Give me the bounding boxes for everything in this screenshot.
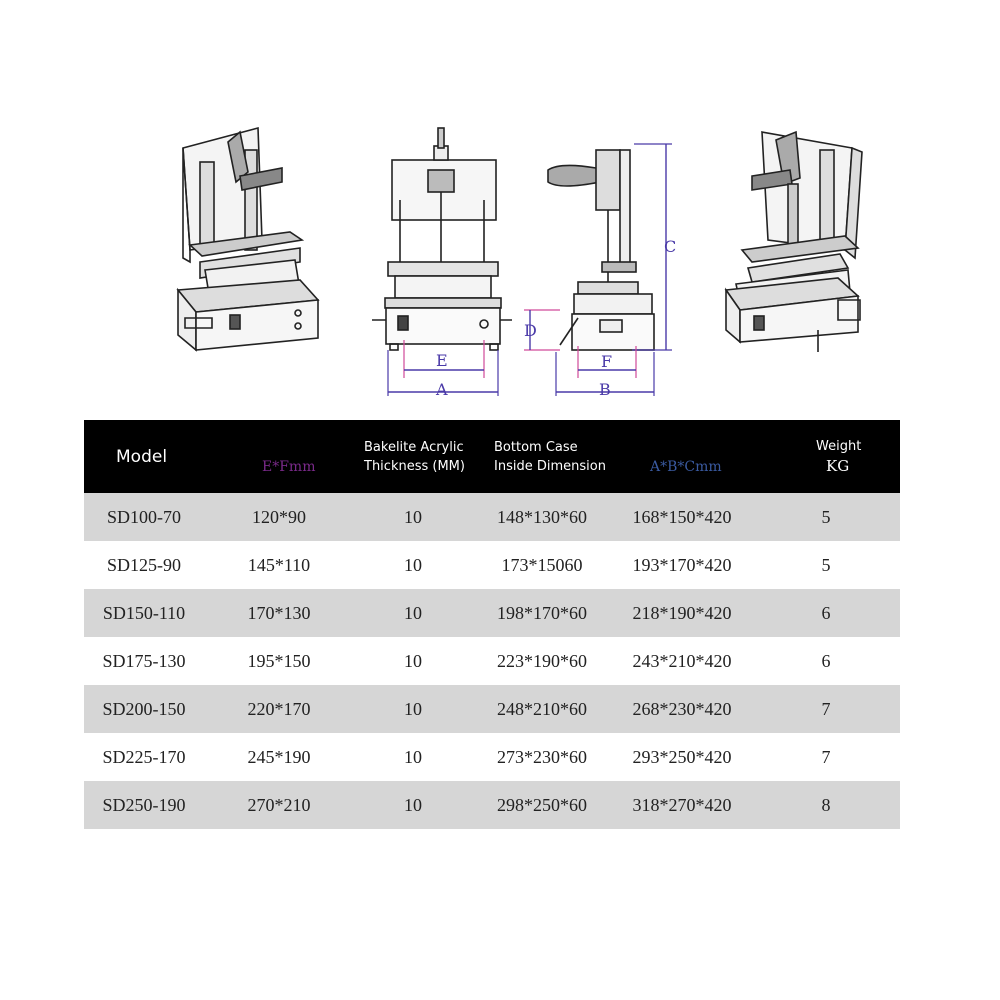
- front-view: [372, 128, 512, 350]
- ef-cell: 195*150: [247, 650, 311, 671]
- thickness-cell: 10: [354, 781, 472, 829]
- header-ef-label: E*Fmm: [262, 459, 316, 475]
- table-row: [84, 541, 900, 589]
- bottom-case-cell: 273*230*60: [497, 746, 587, 767]
- header-bakelite: [354, 420, 472, 493]
- weight-cell: 7: [821, 746, 831, 767]
- table-row: [84, 685, 900, 733]
- model-cell: SD150-110: [84, 589, 204, 637]
- table-row: [84, 781, 900, 829]
- dimension-label-e: E: [436, 351, 448, 370]
- model-cell: SD125-90: [106, 554, 181, 575]
- abc-cell: 243*210*420: [632, 650, 732, 671]
- dimension-label-b: B: [599, 380, 611, 399]
- ef-cell: 120*90: [204, 493, 354, 541]
- dimension-label-c: C: [664, 237, 677, 256]
- weight-cell: 6: [821, 650, 831, 671]
- weight-cell: 8: [752, 781, 900, 829]
- ef-cell: 245*190: [247, 746, 311, 767]
- header-bottom-case: [472, 420, 612, 493]
- abc-cell: 193*170*420: [632, 554, 732, 575]
- ef-cell: 170*130: [204, 589, 354, 637]
- model-cell: SD175-130: [102, 650, 186, 671]
- header-abc-label: A*B*Cmm: [650, 459, 722, 475]
- side-view: [548, 150, 654, 350]
- table-header-row: [84, 420, 900, 493]
- thickness-cell: 10: [404, 650, 422, 671]
- weight-cell: 7: [752, 685, 900, 733]
- header-weight: [752, 420, 900, 493]
- bottom-case-cell: 173*15060: [501, 554, 583, 575]
- thickness-cell: 10: [404, 554, 422, 575]
- thickness-cell: 10: [354, 493, 472, 541]
- ef-cell: 145*110: [247, 554, 311, 575]
- table-row: [84, 733, 900, 781]
- table-row: [84, 589, 900, 637]
- dimension-label-a: A: [436, 380, 448, 399]
- abc-cell: 168*150*420: [612, 493, 752, 541]
- weight-cell: 5: [821, 554, 831, 575]
- weight-cell: 6: [752, 589, 900, 637]
- thickness-cell: 10: [354, 685, 472, 733]
- bottom-case-cell: 298*250*60: [472, 781, 612, 829]
- dimension-label-f: F: [601, 352, 613, 371]
- table-row: [84, 493, 900, 541]
- ef-cell: 270*210: [204, 781, 354, 829]
- model-cell: SD225-170: [102, 746, 186, 767]
- thickness-cell: 10: [404, 746, 422, 767]
- abc-cell: 218*190*420: [612, 589, 752, 637]
- model-cell: SD250-190: [84, 781, 204, 829]
- header-bakelite-line1: Bakelite Acrylic: [364, 439, 464, 455]
- spec-table: [84, 420, 900, 829]
- dimension-label-d: D: [524, 321, 537, 340]
- thickness-cell: 10: [354, 589, 472, 637]
- header-ef: [204, 420, 354, 493]
- header-abc: [612, 420, 752, 493]
- header-model: Model: [84, 420, 204, 493]
- table-row: [84, 637, 900, 685]
- header-bottom-line2: Inside Dimension: [494, 458, 606, 474]
- isometric-view-left: [178, 128, 318, 350]
- bottom-case-cell: 148*130*60: [472, 493, 612, 541]
- isometric-view-right: [726, 132, 862, 352]
- model-cell: SD200-150: [84, 685, 204, 733]
- abc-cell: 293*250*420: [632, 746, 732, 767]
- abc-cell: 268*230*420: [612, 685, 752, 733]
- table-body: [84, 493, 900, 829]
- machine-drawings: [0, 0, 1000, 420]
- weight-cell: 5: [752, 493, 900, 541]
- header-bakelite-line2: Thickness (MM): [364, 458, 465, 474]
- header-weight-line1: Weight: [816, 439, 862, 454]
- header-bottom-line1: Bottom Case: [494, 439, 578, 455]
- header-weight-line2: KG: [826, 457, 850, 475]
- ef-cell: 220*170: [204, 685, 354, 733]
- model-cell: SD100-70: [84, 493, 204, 541]
- bottom-case-cell: 248*210*60: [472, 685, 612, 733]
- bottom-case-cell: 198*170*60: [472, 589, 612, 637]
- bottom-case-cell: 223*190*60: [497, 650, 587, 671]
- abc-cell: 318*270*420: [612, 781, 752, 829]
